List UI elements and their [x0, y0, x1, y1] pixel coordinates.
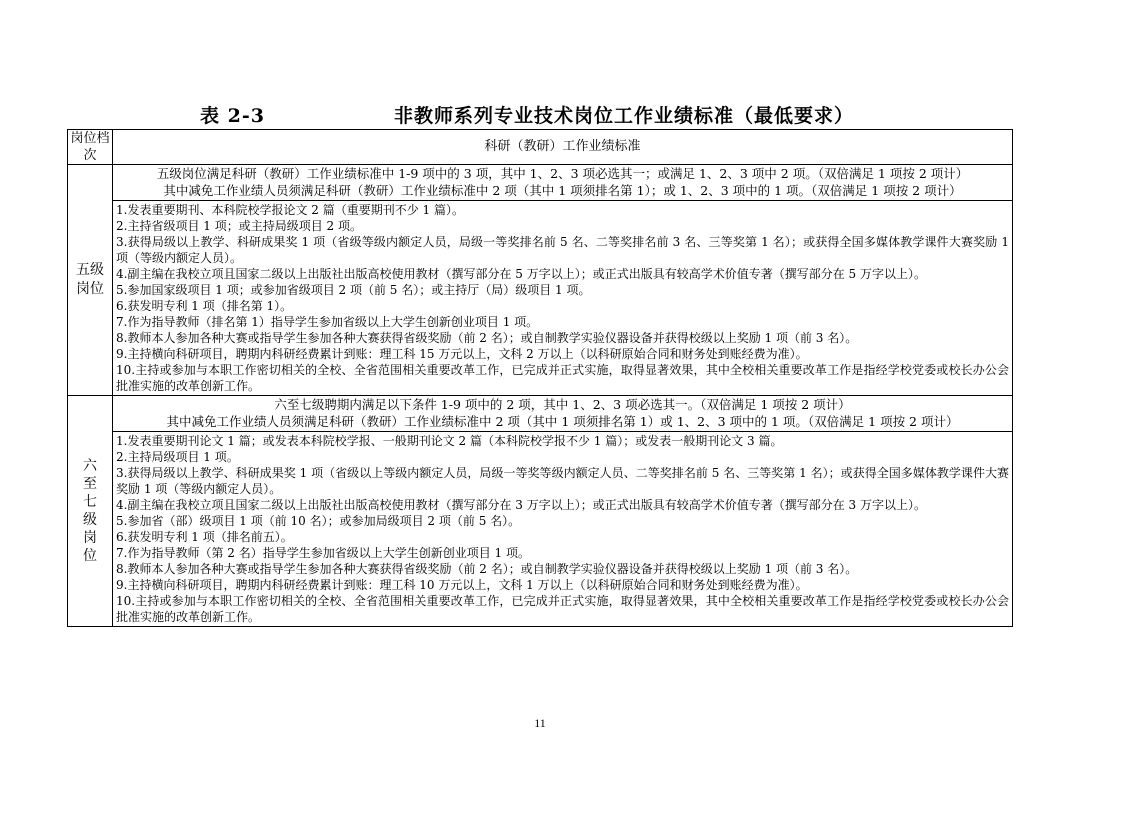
criteria-item: 10.主持或参加与本职工作密切相关的全校、全省范围相关重要改革工作，已完成并正式实施，取得显著效果，其中全校相关重要改革工作是指经学校党委或校长办公会批准实施的改革创新工作。	[116, 363, 1009, 393]
criteria-item: 2.主持省级项目 1 项；或主持局级项目 2 项。	[116, 219, 362, 233]
criteria-item: 3.获得局级以上教学、科研成果奖 1 项（省级等级内额定人员，局级一等奖排名前 5 名、二等奖排名前 3 名、三等奖第 1 名）；或获得全国多媒体教学课件大赛奖励 1 项（等级内额定人员）。	[116, 235, 1009, 265]
criteria-item: 5.参加省（部）级项目 1 项（前 10 名）；或参加局级项目 2 项（前 5 名）。	[116, 514, 521, 528]
header-grade: 岗位档次	[68, 130, 113, 165]
criteria-item: 1.发表重要期刊论文 1 篇；或发表本科院校学报、一般期刊论文 2 篇（本科院校学报不少 1 篇）；或发表一般期刊论文 3 篇。	[116, 434, 783, 448]
criteria-item: 10.主持或参加与本职工作密切相关的全校、全省范围相关重要改革工作，已完成并正式实施，取得显著效果，其中全校相关重要改革工作是指经学校党委或校长办公会批准实施的改革创新工作。	[116, 594, 1009, 624]
page-number: 11	[534, 716, 546, 730]
section-row-grade67-summary	[68, 396, 1013, 432]
criteria-item: 5.参加国家级项目 1 项；或参加省级项目 2 项（前 5 名）；或主持厅（局）级项目 1 项。	[116, 283, 591, 297]
criteria-list	[113, 201, 1013, 396]
table-header-row	[68, 130, 1013, 165]
section-row-grade5-items	[68, 201, 1013, 396]
criteria-item: 9.主持横向科研项目，聘期内科研经费累计到账：理工科 10 万元以上，文科 1 万以上（以科研原始合同和财务处到账经费为准）。	[116, 578, 808, 592]
section-row-grade5-summary	[68, 165, 1013, 201]
summary-cell	[113, 165, 1013, 201]
criteria-item: 2.主持局级项目 1 项。	[116, 450, 239, 464]
section-row-grade67-items	[68, 432, 1013, 627]
criteria-item: 1.发表重要期刊、本科院校学报论文 2 篇（重要期刊不少 1 篇）。	[116, 203, 464, 217]
criteria-item: 4.副主编在我校立项且国家二级以上出版社出版高校使用教材（撰写部分在 3 万字以上）；或正式出版具有较高学术价值专著（撰写部分在 3 万字以上）。	[116, 498, 926, 512]
criteria-item: 8.教师本人参加各种大赛或指导学生参加各种大赛获得省级奖励（前 2 名）；或自制教学实验仪器设备并获得校级以上奖励 1 项（前 3 名）。	[116, 331, 858, 345]
grade-cell-5	[68, 165, 113, 396]
table-number: 表 2-3	[200, 105, 265, 127]
criteria-item: 9.主持横向科研项目，聘期内科研经费累计到账：理工科 15 万元以上，文科 2 万以上（以科研原始合同和财务处到账经费为准）。	[116, 347, 808, 361]
summary-line: 五级岗位满足科研（教研）工作业绩标准中 1-9 项中的 3 项，其中 1、2、3 项必选其一；或满足 1、2、3 项中 2 项。（双倍满足 1 项按 2 项计）	[156, 166, 969, 181]
header-criteria: 科研（教研）工作业绩标准	[113, 130, 1013, 165]
grade-label: 六至七级岗位	[83, 458, 97, 564]
grade-label: 五级岗位	[76, 262, 104, 297]
criteria-list	[113, 432, 1013, 627]
criteria-item: 7.作为指导教师（第 2 名）指导学生参加省级以上大学生创新创业项目 1 项。	[116, 546, 530, 560]
criteria-item: 8.教师本人参加各种大赛或指导学生参加各种大赛获得省级奖励（前 2 名）；或自制教学实验仪器设备并获得校级以上奖励 1 项（前 3 名）。	[116, 562, 858, 576]
criteria-item: 7.作为指导教师（排名第 1）指导学生参加省级以上大学生创新创业项目 1 项。	[116, 315, 539, 329]
page-title: 非教师系列专业技术岗位工作业绩标准（最低要求）	[394, 105, 855, 127]
criteria-item: 6.获发明专利 1 项（排名前五）。	[116, 530, 293, 544]
criteria-item: 4.副主编在我校立项且国家二级以上出版社出版高校使用教材（撰写部分在 5 万字以上）；或正式出版具有较高学术价值专著（撰写部分在 5 万字以上）。	[116, 267, 926, 281]
criteria-item: 3.获得局级以上教学、科研成果奖 1 项（省级以上等级内额定人员，局级一等奖等级内额定人员、二等奖排名前 5 名、三等奖第 1 名）；或获得全国多媒体教学课件大赛奖励 1 项（等级内额定人员）。	[116, 466, 1009, 496]
summary-cell	[113, 396, 1013, 432]
standards-table	[67, 129, 1013, 627]
summary-line: 六至七级聘期内满足以下条件 1-9 项中的 2 项，其中 1、2、3 项必选其一。（双倍满足 1 项按 2 项计）	[274, 397, 851, 412]
summary-line: 其中减免工作业绩人员须满足科研（教研）工作业绩标准中 2 项（其中 1 项须排名第 1）或 1、2、3 项中的 1 项。（双倍满足 1 项按 2 项计）	[166, 413, 959, 429]
summary-line: 其中减免工作业绩人员须满足科研（教研）工作业绩标准中 2 项（其中 1 项须排名第 1）；或 1、2、3 项中的 1 项。（双倍满足 1 项按 2 项计）	[163, 182, 962, 198]
criteria-item: 6.获发明专利 1 项（排名第 1）。	[116, 299, 293, 313]
grade-cell-6-7	[68, 396, 113, 627]
